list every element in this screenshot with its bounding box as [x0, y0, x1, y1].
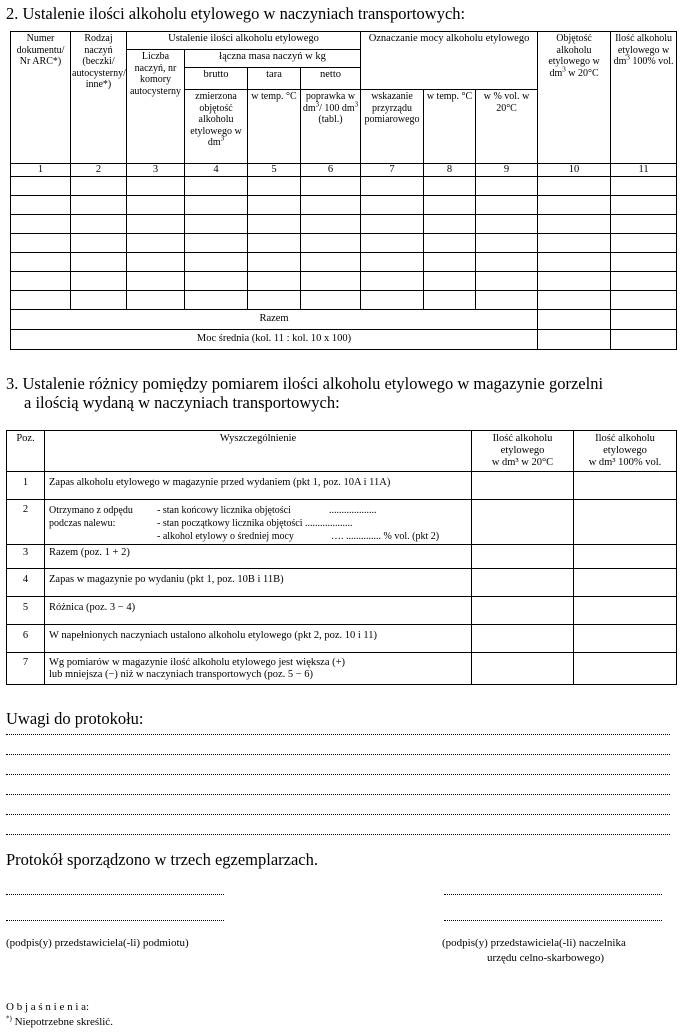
value-cell[interactable] [574, 625, 677, 653]
col-num: 3 [127, 164, 185, 177]
value-cell[interactable] [472, 653, 574, 685]
value-cell[interactable] [574, 569, 677, 597]
row-description: Otrzymano z odpędu podczas nalewu: - stan końcowy licznika objętości ................... - stan początkowy licznika objętości ................... - alkohol etylowy o średniej mocy …. .............. % vol. (pkt 2) [45, 500, 472, 545]
value-cell[interactable] [472, 625, 574, 653]
signature-line-right[interactable] [444, 920, 662, 921]
footnote-text: *) Niepotrzebne skreślić. [6, 1014, 113, 1028]
row-description: Zapas w magazynie po wydaniu (pkt 1, poz. 10B i 11B) [45, 569, 472, 597]
value-cell[interactable] [574, 653, 677, 685]
poz-number: 6 [7, 625, 45, 653]
moc-srednia-label: Moc średnia (kol. 11 : kol. 10 x 100) [11, 330, 538, 350]
signature-line-right[interactable] [444, 894, 662, 895]
uwagi-line[interactable] [6, 774, 670, 775]
uwagi-line[interactable] [6, 754, 670, 755]
footnote-title: O b j a ś n i e n i a: [6, 1001, 90, 1013]
data-row[interactable] [11, 291, 677, 310]
header-numer: Numer dokumentu/ Nr ARC*) [11, 32, 71, 164]
row-description: Różnica (poz. 3 − 4) [45, 597, 472, 625]
header-wvol: w % vol. w 20°C [476, 90, 538, 164]
protokol-text: Protokół sporządzono w trzech egzemplarzach. [6, 850, 318, 869]
header-ustalenie: Ustalenie ilości alkoholu etylowego [127, 32, 361, 50]
data-row[interactable] [11, 215, 677, 234]
poz-number: 7 [7, 653, 45, 685]
section3-title-line1: 3. Ustalenie różnicy pomiędzy pomiarem ilości alkoholu etylowego w magazynie gorzelni [6, 374, 604, 393]
uwagi-line[interactable] [6, 734, 670, 735]
header-wtemp2: w temp. °C [424, 90, 476, 164]
col-num: 7 [361, 164, 424, 177]
section2-title: 2. Ustalenie ilości alkoholu etylowego w naczyniach transportowych: [6, 4, 466, 23]
uwagi-title: Uwagi do protokołu: [6, 709, 144, 728]
col-num: 6 [301, 164, 361, 177]
signature-label-right-2: urzędu celno-skarbowego) [487, 952, 604, 964]
signature-label-right-1: (podpis(y) przedstawiciela(-li) naczelnika [442, 937, 626, 949]
data-row[interactable] [11, 253, 677, 272]
value-cell[interactable] [574, 472, 677, 500]
header-tara: tara [248, 68, 301, 90]
col-num: 5 [248, 164, 301, 177]
row-description: Wg pomiarów w magazynie ilość alkoholu etylowego jest większa (+) lub mniejsza (−) niż w naczyniach transportowych (poz. 5 − 6) [45, 653, 472, 685]
data-row[interactable] [11, 196, 677, 215]
uwagi-line[interactable] [6, 814, 670, 815]
header-liczba: Liczba naczyń, nr komory autocysterny [127, 50, 185, 164]
header-wtemp: w temp. °C [248, 90, 301, 164]
data-row[interactable] [11, 177, 677, 196]
poz-number: 1 [7, 472, 45, 500]
transport-table [10, 31, 677, 350]
razem-objetosc-cell[interactable] [538, 310, 611, 330]
header-ilosc: Ilość alkoholu etylowego w $dm^3$ 100% vol. [611, 32, 677, 164]
moc-srednia-cell[interactable] [538, 330, 611, 350]
header-brutto: brutto [185, 68, 248, 90]
razem-row [11, 310, 677, 330]
table-row [7, 597, 677, 625]
data-row[interactable] [11, 272, 677, 291]
data-row[interactable] [11, 234, 677, 253]
poz-number: 4 [7, 569, 45, 597]
header-laczna-masa: łączna masa naczyń w kg [185, 50, 361, 68]
razem-ilosc-cell[interactable] [611, 310, 677, 330]
header-rodzaj: Rodzaj naczyń (beczki/ autocysterny/ inne*) [71, 32, 127, 164]
header-oznaczanie: Oznaczanie mocy alkoholu etylowego [361, 32, 538, 90]
moc-srednia-empty [611, 330, 677, 350]
moc-srednia-row [11, 330, 677, 350]
value-cell[interactable] [574, 545, 677, 569]
table-row [7, 545, 677, 569]
section3-title-line2: a ilością wydaną w naczyniach transportowych: [24, 393, 340, 412]
signature-line-left[interactable] [6, 894, 224, 895]
col-num: 8 [424, 164, 476, 177]
header-ilosc-20c: Ilość alkoholu etylowego w dm³ w 20°C [472, 431, 574, 472]
value-cell[interactable] [574, 500, 677, 545]
row-description: Zapas alkoholu etylowego w magazynie przed wydaniem (pkt 1, poz. 10A i 11A) [45, 472, 472, 500]
header-wyszczegolnienie: Wyszczególnienie [45, 431, 472, 472]
col-num: 10 [538, 164, 611, 177]
poz-number: 3 [7, 545, 45, 569]
signature-line-left[interactable] [6, 920, 224, 921]
row-description: W napełnionych naczyniach ustalono alkoholu etylowego (pkt 2, poz. 10 i 11) [45, 625, 472, 653]
row-description: Razem (poz. 1 + 2) [45, 545, 472, 569]
header-poprawka: poprawka w $dm^3/$ 100 $dm^3$ (tabl.) [301, 90, 361, 164]
uwagi-line[interactable] [6, 794, 670, 795]
value-cell[interactable] [472, 545, 574, 569]
table-row [7, 625, 677, 653]
value-cell[interactable] [574, 597, 677, 625]
signature-label-left: (podpis(y) przedstawiciela(-li) podmiotu) [6, 937, 189, 949]
poz-number: 5 [7, 597, 45, 625]
table-row [7, 569, 677, 597]
col-num: 9 [476, 164, 538, 177]
value-cell[interactable] [472, 597, 574, 625]
header-objetosc: Objętość alkoholu etylowego w $dm^3$ w 20°C [538, 32, 611, 164]
header-ilosc-100vol: Ilość alkoholu etylowego w dm³ 100% vol. [574, 431, 677, 472]
header-zmierzona: zmierzona objętość alkoholu etylowego w $dm^3$ [185, 90, 248, 164]
col-num: 4 [185, 164, 248, 177]
table-row [7, 500, 677, 545]
table-row [7, 653, 677, 685]
razem-label: Razem [11, 310, 538, 330]
col-num: 1 [11, 164, 71, 177]
value-cell[interactable] [472, 472, 574, 500]
header-poz: Poz. [7, 431, 45, 472]
value-cell[interactable] [472, 500, 574, 545]
col-num: 11 [611, 164, 677, 177]
uwagi-line[interactable] [6, 834, 670, 835]
header-wskazanie: wskazanie przyrządu pomiarowego [361, 90, 424, 164]
poz-number: 2 [7, 500, 45, 545]
column-number-row [11, 164, 677, 177]
col-num: 2 [71, 164, 127, 177]
value-cell[interactable] [472, 569, 574, 597]
header-netto: netto [301, 68, 361, 90]
difference-table [6, 430, 677, 685]
table-row [7, 472, 677, 500]
